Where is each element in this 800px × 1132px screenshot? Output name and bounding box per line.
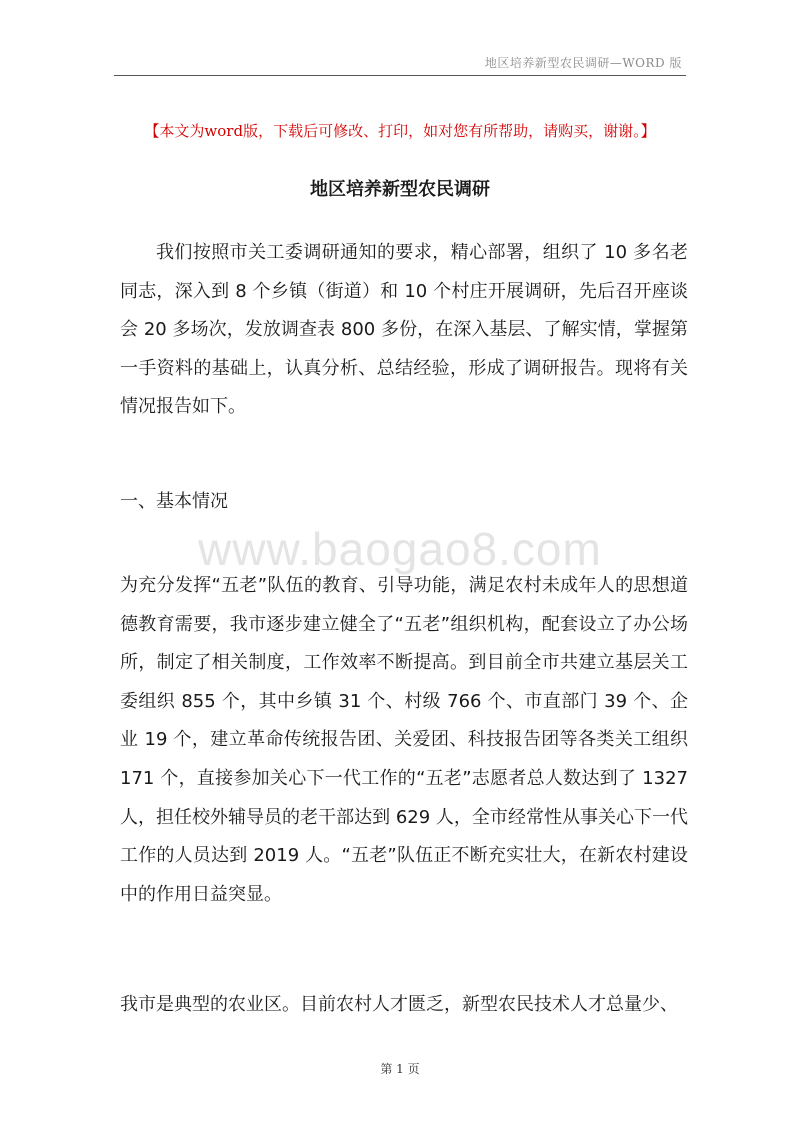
section-heading: 一、基本情况: [120, 491, 228, 512]
document-title: 地区培养新型农民调研: [310, 179, 490, 200]
body-paragraph: 我市是典型的农业区。目前农村人才匮乏，新型农民技术人才总量少、: [120, 994, 678, 1015]
watermark: www.baogao8.com: [198, 523, 602, 575]
intro-paragraph: 我们按照市关工委调研通知的要求，精心部署，组织了 10 多名老同志，深入到 8 个乡镇（街道）和 10 个村庄开展调研，先后召开座谈会 20 多场次，发放调查表 800 多份，在深入基层、了解实情，掌握第一手资料的基础上，认真分析、总结经验，形成了调研报告。现将有关情况报告如下。: [120, 242, 688, 418]
page-number: 第 1 页: [380, 1062, 420, 1076]
running-header: 地区培养新型农民调研—WORD 版: [484, 56, 682, 70]
header-divider: [114, 75, 686, 76]
download-notice: 【本文为word版，下载后可修改、打印，如对您有所帮助，请购买，谢谢。】: [144, 122, 656, 140]
body-paragraph: 为充分发挥“五老”队伍的教育、引导功能，满足农村未成年人的思想道德教育需要，我市逐步建立健全了“五老”组织机构，配套设立了办公场所，制定了相关制度，工作效率不断提高。到目前全市共建立基层关工委组织 855 个，其中乡镇 31 个、村级 766 个、市直部门 39 个、企业 19 个，建立革命传统报告团、关爱团、科技报告团等各类关工组织 171 个，直接参加关心下一代工作的“五老”志愿者总人数达到了 1327 人，担任校外辅导员的老干部达到 629 人，全市经常性从事关心下一代工作的人员达到 2019 人。“五老”队伍正不断充实壮大，在新农村建设中的作用日益突显。: [120, 575, 688, 905]
